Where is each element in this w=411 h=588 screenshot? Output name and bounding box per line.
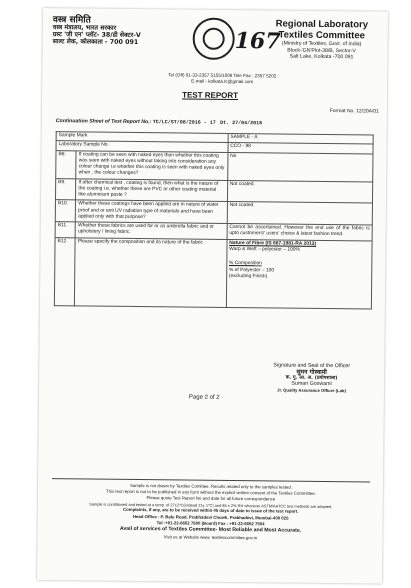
footer-line: Visit us at Website www. textilescommittee.gov.in (163, 533, 258, 540)
composition-heading: % Composition (228, 261, 262, 267)
org-line-3: (Ministry of Textiles, Govt. of India) (281, 40, 362, 48)
footer-line: Sample is not drawn by Textiles Comittee. Results related only to the samples tested. (130, 482, 292, 490)
org-line-4: Block-'GN'Plot-38/B, Sector-V (287, 47, 356, 54)
cell-question: If after chemical test , coating is found, then what is the nature of the coating i.e. whether these are PVC or other coating material like aluminium paste ? (76, 178, 228, 201)
footer-block (51, 482, 370, 542)
signature-hindi-designation: क. गु. आ. अ. (प्रयोगशाला) (285, 375, 338, 382)
composition-note: (excluding Finish) (228, 273, 268, 280)
cell-answer: Not coated. (227, 180, 373, 203)
fibre-heading: Nature of Fibre (IS 667-1981-RA 2013) (229, 240, 317, 247)
cell-answer: CCO - 98 (228, 143, 373, 154)
test-results-table (54, 131, 374, 309)
footer-line: Avail of services of Textiles Committee- Most Reliable and Most Accurate. (119, 525, 302, 534)
footer-line: Please quote Test Report No and date for all future correspondence (146, 495, 276, 502)
hindi-address-2: साल्ट लेक, कोलकाता - 700 091 (52, 37, 139, 46)
cell-answer: Not coated. (227, 202, 373, 225)
org-line-2: Textiles Committee (278, 29, 365, 42)
page-number: Page 2 of 2 (188, 394, 220, 401)
cell-answer: SAMPLE - A (228, 133, 373, 144)
hindi-org-name: वस्त्र समिति (52, 15, 91, 26)
hindi-header (53, 16, 173, 47)
cell-question: Whether these fabrics are used for or as umbrella fabric and or upholstery / lining fabric. (75, 222, 227, 239)
signature-name: Suman Goswami (291, 380, 332, 388)
handwritten-number: 167 (234, 28, 281, 55)
fibre-value: Warp & Weft – polyester – 100% (229, 246, 300, 253)
signature-hindi-name: सुमन गोस्वामी (296, 368, 327, 376)
org-header (261, 18, 381, 61)
continuation-line (56, 118, 262, 126)
cell-answer: Cannot be ascertained. However the end use of the fabric is upto customers\' users' choice & latest fashion trend. (227, 224, 372, 241)
cell-question: Please specify the composition and its nature of the fabric (75, 238, 227, 308)
cell-question: Sample Mark (56, 132, 228, 143)
contact-phone: Tel (Off) 91-33-2357 5155/1008 Tele Fax : 2357 5202 (168, 72, 277, 79)
footer-line: Tel :+91-22-6652 7500 (Board) Fax : +91-22-6652 7504 (156, 519, 265, 527)
hindi-ministry: वस्त्र मंत्रालय, भारत सरकार (52, 24, 117, 33)
cell-answer-composition (226, 239, 372, 309)
footer-line: Sample is conditioned and tested at a temp. of 27±2°C(instead 21± 1°C) and 65 ± 2% RH wherever ASTM/AATCC test methods are adopted. (89, 501, 333, 509)
continuation-label: Continuation Sheet of Test Report No.: (55, 118, 152, 126)
org-line-5: Salt Lake, Kolkata -700 091 (289, 53, 354, 61)
contact-email: E-mail - kolkata.tc@gmail.com (191, 78, 254, 85)
signature-block (244, 362, 379, 394)
cell-question: If coating can be seen with naked eyes then whether this coating was seen with naked eyes without taking into consideration any colour change i.e whether this coating is seen with naked eyes only when , the colour changes? (76, 150, 228, 180)
report-title: TEST REPORT (182, 90, 239, 101)
table-row (56, 150, 373, 181)
cell-question: Laboratory Sample No. (56, 141, 228, 152)
cell-number: B11. (55, 222, 75, 238)
hindi-address-1: ग्रस्ट 'जी एन' प्लॉट- 38/डी सेक्टर-V (52, 31, 141, 40)
format-number: Format No. 12/20A/01 (329, 108, 379, 115)
cell-number: B9. (55, 178, 76, 200)
table-row (54, 237, 372, 308)
report-number: TC/LC/ST/98/2016 - 17 (152, 119, 216, 126)
textiles-committee-logo (192, 18, 234, 60)
cell-answer: No (227, 152, 373, 182)
footer-line: Head Office : P. Balu Road, Prabhadevi Chowk, Prabhadevi, Mumbai-400 025 (132, 513, 289, 521)
cell-number: B10. (55, 200, 76, 222)
report-date: Dt. 27/04/2016 (220, 119, 263, 127)
report-sheet (37, 8, 388, 584)
footer-line: This test report is not to be published in any form without the explicit written consent of the Textiles Committee. (105, 488, 316, 497)
cell-question: Whether these coatings have been applied are in nature of water proof and or anti UV radiation type of materials and have been applied only with that purpose? (76, 200, 228, 223)
cell-number: B12. (54, 237, 75, 305)
contact-block (132, 72, 312, 86)
org-line-1: Regional Laboratory (275, 18, 369, 31)
signature-title: Signature and Seal of the Officer (273, 362, 351, 370)
signature-designation: Jr. Quality Assurance Officer (Lab) (277, 387, 346, 394)
cell-number: B8. (56, 150, 77, 178)
footer-line: Complaints, if any, are to be received within 45 days of date to issue of the test report. (123, 507, 299, 515)
composition-value: % of Polyester – 100 (228, 267, 275, 273)
